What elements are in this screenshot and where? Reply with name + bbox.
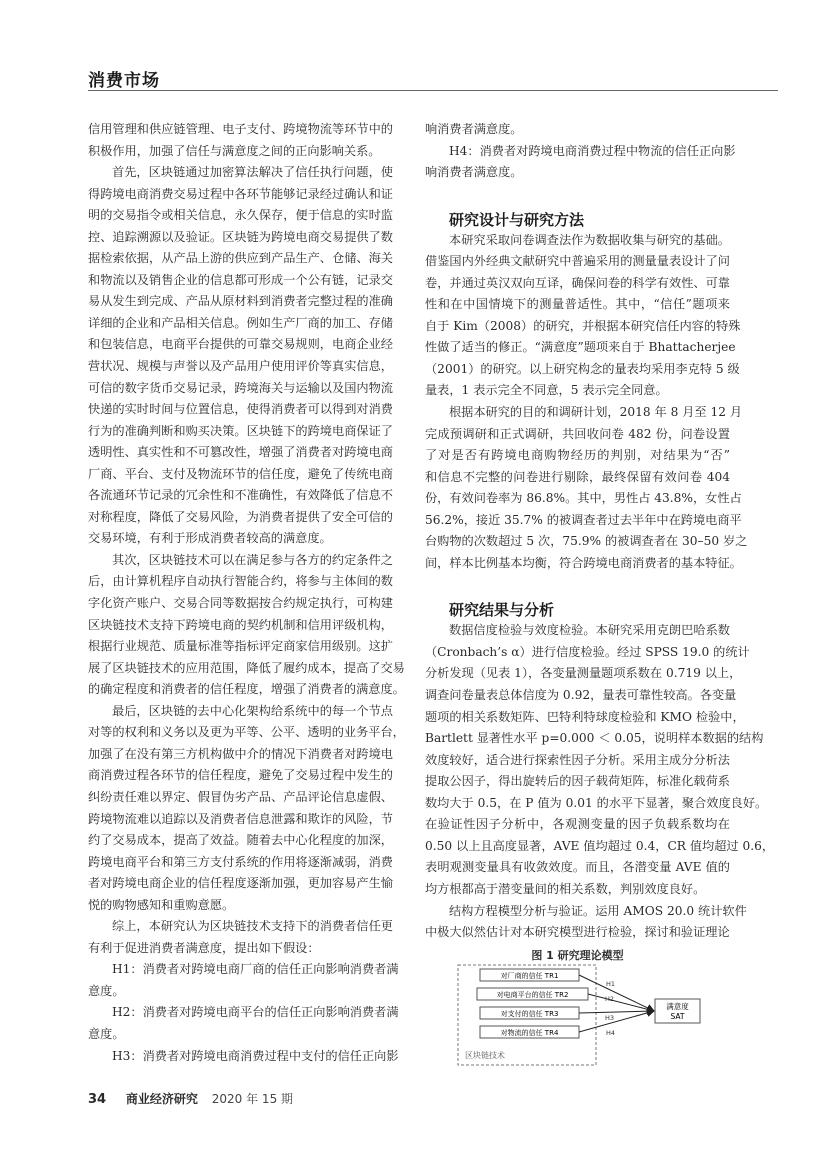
text-line: 字化资产账户、交易合同等数据按合约规定执行，可构建: [88, 596, 393, 611]
text-line: 约了交易成本，提高了效益。随着去中心化程度的加深，: [88, 833, 393, 848]
text-line: 根据行业规范、质量标准等指标评定商家信用级别。这扩: [88, 639, 393, 654]
text-line: 自于 Kim（2008）的研究，并根据本研究信任内容的特殊: [425, 318, 741, 333]
text-line: 行为的准确判断和购买决策。区块链下的跨境电商保证了: [88, 423, 393, 438]
text-line: 积极作用，加强了信任与满意度之间的正向影响关系。: [88, 143, 381, 158]
text-line: 对称程度，降低了交易风险，为消费者提供了安全可信的: [88, 509, 393, 524]
text-line: 量表，1 表示完全不同意，5 表示完全同意。: [425, 383, 668, 398]
text-line: 份，有效问卷率为 86.8%。其中，男性占 43.8%，女性占: [425, 491, 742, 506]
text-line: Bartlett 显著性水平 p=0.000 ＜ 0.05，说明样本数据的结构: [425, 731, 764, 746]
text-line: 和物流以及销售企业的信息都可形成一个公有链，记录交: [88, 272, 393, 287]
trust-label: 对支付的信任 TR3: [500, 1010, 559, 1018]
issue: 2020 年 15 期: [211, 1092, 294, 1106]
text-line: 透明性、真实性和不可篡改性，增强了消费者对跨境电商: [88, 445, 393, 460]
text-line: 跨境物流难以追踪以及消费者信息泄露和欺诈的风险，节: [88, 811, 393, 826]
satisfaction-label: 满意度: [666, 1002, 689, 1011]
text-line: 意度。: [88, 983, 125, 998]
text-line: 加强了在没有第三方机构做中介的情况下消费者对跨境电: [88, 746, 393, 761]
text-line: 后，由计算机程序自动执行智能合约，将参与主体间的数: [88, 574, 393, 589]
hypothesis-label: H3: [605, 1014, 615, 1022]
text-line: 数据信度检验与效度检验。本研究采用克朗巴哈系数: [449, 623, 730, 638]
text-line: 展了区块链技术的应用范围，降低了履约成本，提高了交易: [88, 660, 405, 675]
text-line: 悦的购物感知和重购意愿。: [88, 897, 235, 912]
page-number: 34: [88, 1092, 107, 1107]
text-line: 综上，本研究认为区块链技术支持下的消费者信任更: [112, 919, 393, 934]
text-line: 营状况、规模与声誉以及产品用户使用评价等真实信息，: [88, 359, 393, 374]
text-line: H4：消费者对跨境电商消费过程中物流的信任正向影: [449, 143, 736, 158]
text-line: 厂商、平台、支付及物流环节的信任度，避免了传统电商: [88, 466, 393, 481]
text-line: 响消费者满意度。: [425, 122, 523, 136]
text-line: 性做了适当的修正。“满意度”题项来自于 Bhattacherjee: [425, 340, 736, 355]
text-line: 易从发生到完成、产品从原材料到消费者完整过程的准确: [88, 294, 393, 309]
text-line: 区块链技术支持下跨境电商的契约机制和信用评级机构，: [88, 617, 393, 632]
text-line: 完成预调研和正式调研，共回收问卷 482 份，问卷设置: [425, 426, 730, 441]
text-line: 借鉴国内外经典文献研究中普遍采用的测量量表设计了问: [425, 254, 730, 269]
group-label: 区块链技术: [465, 1051, 505, 1060]
path-arrow: [588, 994, 654, 1011]
text-line: H3：消费者对跨境电商消费过程中支付的信任正向影: [112, 1048, 399, 1063]
text-line: 跨境电商平台和第三方支付系统的作用将逐渐减弱，消费: [88, 854, 393, 869]
journal-name: 商业经济研究: [125, 1092, 198, 1106]
hypothesis-label: H4: [606, 1029, 616, 1037]
section-heading: 研究设计与研究方法: [449, 210, 585, 229]
text-line: 交易环境，有利于形成消费者较高的满意度。: [88, 531, 332, 546]
text-line: 均方根都高于潜变量间的相关系数，判别效度良好。: [425, 881, 706, 896]
text-line: 响消费者满意度。: [425, 165, 523, 180]
hypothesis-label: H1: [606, 980, 616, 988]
text-line: 商消费过程各环节的信任程度，避免了交易过程中发生的: [88, 768, 393, 783]
text-line: 提取公因子，得出旋转后的因子载荷矩阵，标准化载荷系: [425, 774, 730, 789]
path-arrow: [579, 975, 654, 1011]
text-line: 快递的实时时间与位置信息，使得消费者可以得到对消费: [88, 402, 393, 417]
text-line: 台购物的次数超过 5 次，75.9% 的被调查者在 30–50 岁之: [425, 534, 748, 549]
text-line: 其次，区块链技术可以在满足参与各方的约定条件之: [112, 552, 393, 567]
figure-research-model: [440, 962, 770, 1072]
right-column: [425, 119, 775, 944]
text-line: 可信的数字货币交易记录，跨境海关与运输以及国内物流: [88, 380, 393, 395]
text-line: 中极大似然估计对本研究模型进行检验，探讨和验证理论: [425, 925, 730, 940]
trust-label: 对电商平台的信任 TR2: [496, 991, 569, 999]
hypothesis-label: H2: [605, 995, 615, 1003]
text-line: 详细的企业和产品相关信息。例如生产厂商的加工、存储: [88, 315, 393, 330]
text-line: 了对是否有跨境电商购物经历的判别，对结果为“否”: [425, 448, 730, 463]
text-line: H1：消费者对跨境电商厂商的信任正向影响消费者满: [112, 962, 399, 977]
text-line: 性和在中国情境下的测量普适性。其中，“信任”题项来: [425, 297, 730, 312]
text-line: 据检索依据，从产品上游的供应到产品生产、仓储、海关: [88, 251, 393, 266]
text-line: 的确定程度和消费者的信任程度，增强了消费者的满意度。: [88, 682, 405, 697]
text-line: 表明观测变量具有收敛效度。而且，各潜变量 AVE 值的: [425, 860, 730, 875]
text-line: 根据本研究的目的和调研计划，2018 年 8 月至 12 月: [449, 405, 743, 420]
text-line: 本研究采取问卷调查法作为数据收集与研究的基础。: [449, 232, 730, 247]
text-line: 和包装信息，电商平台提供的可靠交易规则，电商企业经: [88, 337, 393, 352]
text-line: 调查问卷量表总体信度为 0.92，量表可靠性较高。各变量: [425, 688, 737, 703]
text-line: （Cronbach’s α）进行信度检验。经过 SPSS 19.0 的统计: [425, 644, 750, 659]
text-line: 结构方程模型分析与验证。运用 AMOS 20.0 统计软件: [449, 903, 747, 918]
text-line: 0.50 以上且高度显著，AVE 值均超过 0.4，CR 值均超过 0.6，: [425, 838, 775, 853]
text-line: 对等的权利和义务以及更为平等、公平、透明的业务平台，: [88, 725, 405, 740]
path-arrow: [579, 1011, 654, 1032]
text-line: 和信息不完整的问卷进行剔除，最终保留有效问卷 404: [425, 469, 730, 484]
text-line: 得跨境电商消费交易过程中各环节能够记录经过确认和证: [88, 186, 393, 201]
satisfaction-code: SAT: [670, 1012, 685, 1021]
left-column: [88, 119, 405, 1067]
trust-label: 对厂商的信任 TR1: [500, 972, 559, 980]
text-line: 者对跨境电商企业的信任程度逐渐加强，更加容易产生愉: [88, 876, 393, 891]
text-line: 分析发现（见表 1），各变量测量题项系数在 0.719 以上，: [425, 666, 742, 681]
text-line: 效度较好，适合进行探索性因子分析。采用主成分分析法: [425, 752, 730, 767]
path-arrow: [579, 1011, 654, 1013]
text-line: 信用管理和供应链管理、电子支付、跨境物流等环节中的: [88, 122, 393, 136]
text-line: 在验证性因子分析中，各观测变量的因子负载系数均在: [425, 817, 730, 832]
text-line: H2：消费者对跨境电商平台的信任正向影响消费者满: [112, 1005, 399, 1020]
section-title: 消费市场: [88, 71, 160, 91]
text-line: 题项的相关系数矩阵、巴特利特球度检验和 KMO 检验中，: [425, 709, 745, 724]
text-line: 卷，并通过英汉双向互译，确保问卷的科学有效性、可靠: [425, 275, 730, 290]
text-line: 控、追踪溯源以及验证。区块链为跨境电商交易提供了数: [88, 229, 393, 244]
section-heading: 研究结果与分析: [449, 601, 555, 620]
page-footer: [88, 1090, 293, 1107]
text-line: 有利于促进消费者满意度，提出如下假设：: [88, 940, 320, 955]
text-line: 56.2%，接近 35.7% 的被调查者过去半年中在跨境电商平: [425, 512, 742, 527]
trust-label: 对物流的信任 TR4: [500, 1029, 559, 1037]
text-line: 明的交易指令或相关信息，永久保存，便于信息的实时监: [88, 208, 393, 223]
figure-title: 图 1 研究理论模型: [531, 949, 624, 962]
header-rule: [88, 90, 778, 91]
text-line: （2001）的研究。以上研究构念的量表均采用李克特 5 级: [425, 361, 740, 376]
text-line: 纠纷责任难以界定、假冒伪劣产品、产品评论信息虚假、: [88, 789, 393, 804]
text-line: 数均大于 0.5，在 P 值为 0.01 的水平下显著，聚合效度良好。: [425, 795, 768, 810]
text-line: 间，样本比例基本均衡，符合跨境电商消费者的基本特征。: [425, 555, 742, 570]
text-line: 首先，区块链通过加密算法解决了信任执行问题，使: [112, 165, 393, 180]
model-diagram: [440, 962, 770, 1072]
text-line: 最后，区块链的去中心化架构给系统中的每一个节点: [112, 703, 393, 718]
text-line: 各流通环节记录的冗余性和不准确性，有效降低了信息不: [88, 488, 393, 503]
text-line: 意度。: [88, 1026, 125, 1041]
